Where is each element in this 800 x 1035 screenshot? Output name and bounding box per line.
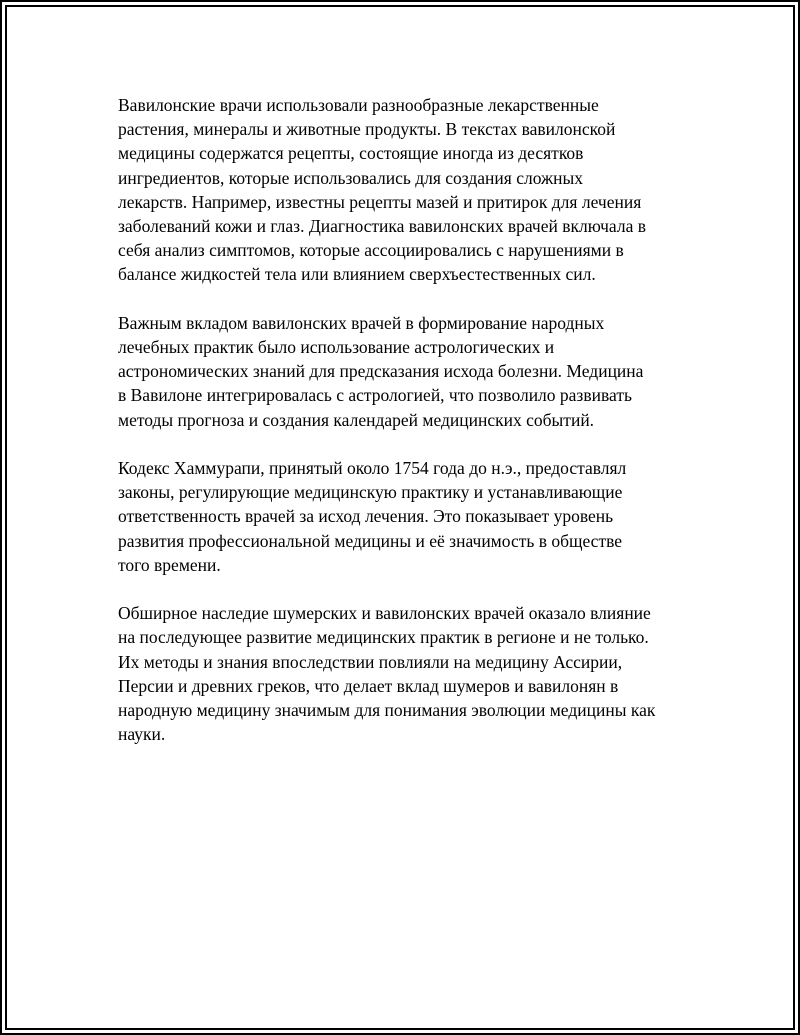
text-line: того времени. [118, 554, 221, 575]
text-line: народную медицину значимым для понимания эволюции медицины как [118, 700, 656, 721]
text-line: медицины содержатся рецепты, состоящие иногда из десятков [118, 143, 584, 164]
text-line: ингредиентов, которые использовались для создания сложных [118, 167, 583, 188]
text-line: ответственность врачей за исход лечения. Это показывает уровень [118, 506, 614, 527]
text-line: Кодекс Хаммурапи, принятый около 1754 года до н.э., предоставлял [118, 458, 627, 479]
text-line: законы, регулирующие медицинскую практику и устанавливающие [118, 482, 623, 503]
text-line: Важным вкладом вавилонских врачей в формирование народных [118, 312, 605, 333]
text-line: себя анализ симптомов, которые ассоциировались с нарушениями в [118, 240, 624, 261]
paragraph-babylonian-remedies [118, 93, 698, 287]
text-line: Персии и древних греков, что делает вклад шумеров и вавилонян в [118, 675, 619, 696]
paragraph-hammurabi-code [118, 456, 698, 577]
text-line: балансе жидкостей тела или влиянием сверхъестественных сил. [118, 264, 596, 285]
text-line: Вавилонские врачи использовали разнообразные лекарственные [118, 95, 599, 115]
text-line: в Вавилоне интегрировалась с астрологией, что позволило развивать [118, 385, 632, 406]
text-line: заболеваний кожи и глаз. Диагностика вавилонских врачей включала в [118, 216, 646, 237]
text-line: науки. [118, 724, 166, 745]
text-line: на последующее развитие медицинских практик в регионе и не только. [118, 627, 649, 648]
text-line: лекарств. Например, известны рецепты мазей и притирок для лечения [118, 191, 642, 212]
text-line: развития профессиональной медицины и её значимость в обществе [118, 530, 623, 551]
paragraph-astrology [118, 311, 698, 432]
text-line: астрономических знаний для предсказания исхода болезни. Медицина [118, 361, 644, 382]
text-line: Их методы и знания впоследствии повлияли на медицину Ассирии, [118, 651, 623, 672]
text-line: Обширное наследие шумерских и вавилонских врачей оказало влияние [118, 603, 651, 624]
text-line: лечебных практик было использование астрологических и [118, 337, 555, 358]
document-body [118, 93, 698, 771]
paragraph-legacy [118, 601, 698, 746]
text-line: растения, минералы и животные продукты. В текстах вавилонской [118, 119, 616, 140]
text-line: методы прогноза и создания календарей медицинских событий. [118, 409, 595, 430]
